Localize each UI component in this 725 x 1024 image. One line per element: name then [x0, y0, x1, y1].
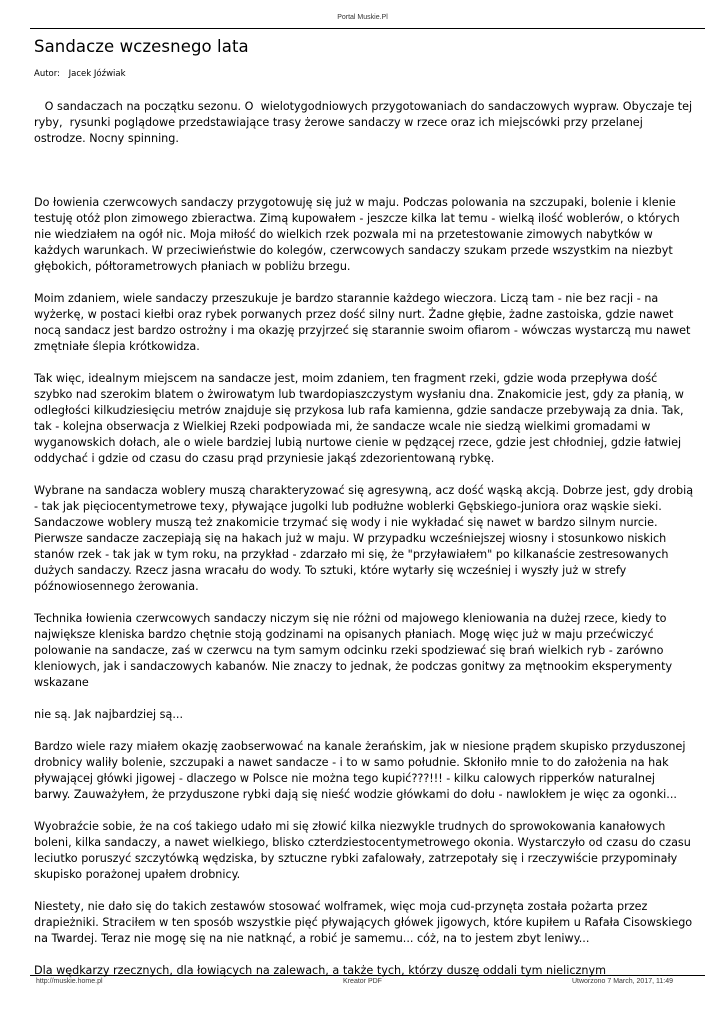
- article-paragraph: Niestety, nie dało się do takich zestawów stosować wolframek, więc moja cud-przynęta została pożarta przez drapieżniki. Straciłem w ten sposób wszystkie pięć pływających główek jigowych, które kupiłem u Rafała Cisowskiego na Twardej. Teraz nie mogę się na nie natknąć, a robić je samemu... cóż, na to jestem zbyt leniwy...: [34, 900, 693, 945]
- article-lead: O sandaczach na początku sezonu. O wielotygodniowych przygotowaniach do sandaczowych wypraw. Obyczaje tej ryby, rysunki poglądowe przedstawiające trasy żerowe sandaczy w rzece oraz ich miejscówki przy przelanej ostrodze. Nocny spinning.: [34, 100, 696, 145]
- article-paragraph: Wyobraźcie sobie, że na coś takiego udało mi się złowić kilka niezwykle trudnych do sprowokowania kanałowych boleni, kilka sandaczy, a nawet wielkiego, blisko czterdziestocentymetrowego okonia. Wystarczyło od czasu do czasu leciutko poruszyć szczytówką wędziska, by sztuczne rybki zafalowały, zatrzepotały się i rzeczywiście przypominały skupisko porażonej upałem drobnicy.: [34, 820, 691, 881]
- article-paragraph: Wybrane na sandacza woblery muszą charakteryzować się agresywną, acz dość wąską akcją. Dobrze jest, gdy drobią - tak jak pięciocentymetrowe texy, pływające jugolki lub podłużne woblerki Gębskiego-juniora oraz wąskie sieki. Sandaczowe woblery muszą też znakomicie trzymać się wody i nie wykładać się nawet w bardzo silnym nurcie. Pierwsze sandacze zaczepiają się na hakach już w maju. W przypadku wcześniejszej wiosny i stosunkowo niskich stanów rzek - tak jak w tym roku, na przykład - zdarzało mi się, że "przyławiałem" po kilkanaście zestresowanych dużych sandaczy. Rzecz jasna wracału do wody. To sztuki, które wytarły się wcześniej i wyszły już w strefy późnowiosennego żerowania.: [34, 484, 694, 593]
- article-title: Sandacze wczesnego lata: [34, 37, 249, 56]
- article-paragraph: nie są. Jak najbardziej są...: [34, 708, 184, 721]
- article-paragraph: Tak więc, idealnym miejscem na sandacze jest, moim zdaniem, ten fragment rzeki, gdzie woda przepływa dość szybko nad szerokim blatem o żwirowatym lub twardopiaszczystym wysłaniu dna. Znakomicie jest, gdy za płanią, w odległości kilkudziesięciu metrów znajduje się przykosa lub rafa kamienna, gdzie sandacze przebywają za dnia. Tak, tak - kolejna obserwacja z Wielkiej Rzeki podpowiada mi, że sandacze wcale nie siedzą wielkimi gromadami w wyganowskich dołach, ale o wiele bardziej lubią nurtowe cienie w pędzącej rzece, gdzie jest chłodniej, gdzie łatwiej oddychać i gdzie od czasu do czasu prąd przyniesie jakąś zdezorientowaną rybkę.: [34, 372, 684, 465]
- header-divider: [30, 28, 705, 29]
- author-line: [34, 69, 132, 79]
- article-paragraph: Do łowienia czerwcowych sandaczy przygotowuję się już w maju. Podczas polowania na szczupaki, bolenie i klenie testuję otóż plon zimowego zbieractwa. Zimą kupowałem - jeszcze kilka lat temu - wielką ilość woblerów, o których nie wiedziałem na ogół nic. Moja miłość do wielkich rzek pozwala mi na przetestowanie zimowych nabytków w każdych warunkach. W przeciwieństwie do kolegów, czerwcowych sandaczy szukam przede wszystkim na niezbyt głębokich, półtorametrowych płaniach w pobliżu brzegu.: [34, 196, 680, 273]
- article-paragraph: Dla wędkarzy rzecznych, dla łowiących na zalewach, a także tych, którzy duszę oddali tym nielicznym: [34, 964, 606, 977]
- author-name: Jacek Jóźwiak: [68, 69, 126, 79]
- running-header: Portal Muskie.Pl: [337, 14, 388, 21]
- article-paragraph: Bardzo wiele razy miałem okazję zaobserwować na kanale żerańskim, jak w niesione prądem skupisko przyduszonej drobnicy waliły bolenie, szczupaki a nawet sandacze - i to w samo południe. Skłoniło mnie to do założenia na hak pływającej główki jigowej - dlaczego w Polsce nie można tego kupić???!!! - kilku calowych ripperków naturalnej barwy. Zauważyłem, że przyduszone rybki dają się nieść wodzie główkami do dołu - nawlokłem je więc za ogonki...: [34, 740, 686, 801]
- footer-created-date: Utworzono 7 March, 2017, 11:49: [571, 978, 673, 985]
- article-paragraph: Moim zdaniem, wiele sandaczy przeszukuje je bardzo starannie każdego wieczora. Liczą tam - nie bez racji - na wyżerkę, w postaci kiełbi oraz rybek porwanych przez dość silny nurt. Żadne głębie, żadne zastoiska, gdzie nawet nocą sandacz jest bardzo ostrożny i ma okazję przyjrzeć się starannie swoim ofiarom - wówczas wystarczą mu nawet zmętniałe ślepia krótkowidza.: [34, 292, 691, 353]
- footer-url-link[interactable]: http://muskie.home.pl: [36, 978, 103, 985]
- footer-generator: Kreator PDF: [343, 978, 382, 985]
- author-label: Autor:: [34, 69, 60, 79]
- article-paragraph: Technika łowienia czerwcowych sandaczy niczym się nie różni od majowego kleniowania na dużej rzece, kiedy to największe kleniska bardzo chętnie stoją godzinami na opisanych płaniach. Mogę więc już w maju przećwiczyć polowanie na sandacze, zaś w czerwcu na tym samym odcinku rzeki spodziewać się brań wielkich ryb - zarówno kleniowych, jak i sandaczowych kabanów. Nie znaczy to jednak, że podczas gonitwy za mętnookim eksperymenty wskazane: [34, 612, 673, 689]
- article-body: [34, 99, 694, 995]
- footer-divider: [30, 975, 705, 976]
